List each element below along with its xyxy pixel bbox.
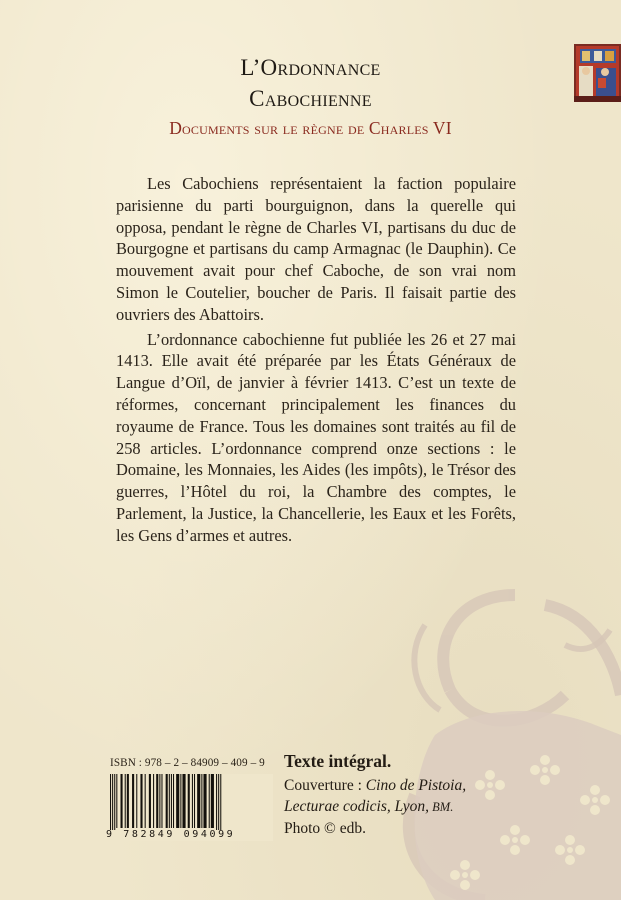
integral-text-note: Texte intégral. xyxy=(284,751,392,771)
barcode-bar xyxy=(121,774,123,828)
cover-credit-line-1 xyxy=(284,775,514,796)
barcode-bar xyxy=(140,774,142,828)
barcode-bar xyxy=(192,774,193,828)
barcode-bar xyxy=(188,774,190,828)
barcode-bar xyxy=(171,774,172,828)
decorative-initial-ornament xyxy=(395,585,621,900)
barcode-bar xyxy=(125,774,126,828)
credits-block xyxy=(284,751,514,839)
barcode-bar xyxy=(201,774,202,828)
barcode-bar xyxy=(153,774,154,828)
barcode-bar xyxy=(203,774,206,828)
barcode-bar xyxy=(166,774,168,828)
photo-credit: Photo © edb. xyxy=(284,820,366,837)
barcode-digits: 9 782849 094099 xyxy=(106,829,236,840)
barcode-bar xyxy=(149,774,151,828)
back-cover-blurb xyxy=(116,173,516,547)
barcode-bar xyxy=(197,774,200,828)
barcode-bar xyxy=(159,774,160,828)
barcode-bar xyxy=(211,774,214,828)
blurb-paragraph: Les Cabochiens représentaient la faction populaire parisienne du parti bourguignon, dans la querelle qui opposa, pendant le règne de Charles VI, partisans du duc de Bourgogne et partisans du camp Armagnac (le Dauphin). Ce mouvement avait pour chef Caboche, de son vrai nom Simon le Coutelier, boucher de Paris. Il faisait partie des ouvriers des Abattoirs. xyxy=(116,174,516,324)
cover-credit-work-2: Lecturae codicis, Lyon, xyxy=(284,798,430,815)
barcode-bar xyxy=(116,774,117,828)
barcode-bar xyxy=(218,774,219,830)
barcode-bar xyxy=(156,774,158,828)
barcode-bar xyxy=(180,774,181,828)
barcode-bar xyxy=(127,774,129,828)
barcode-bar xyxy=(209,774,210,828)
barcode-bar xyxy=(182,774,185,828)
barcode-bars xyxy=(106,774,273,830)
barcode-bar xyxy=(173,774,174,828)
barcode-bar xyxy=(110,774,111,830)
book-title-line-1: L’Ordonnance xyxy=(240,55,381,80)
barcode-bar xyxy=(132,774,134,828)
cover-credit-line-2 xyxy=(284,796,514,818)
barcode-bar xyxy=(136,774,137,828)
blurb-paragraph: L’ordonnance cabochienne fut publiée les 26 et 27 mai 1413. Elle avait été préparée par les États Généraux de Langue d’Oïl, de janvier à février 1413. C’est un texte de réformes, concernant principalement les finances du royaume de France. Tous les domaines sont traités au fil de 258 articles. L’ordonnance comprend onze sections : le Domaine, les Monnaies, les Aides (les impôts), le Trésor des guerres, l’Hôtel du roi, la Chambre des comptes, le Parlement, la Justice, la Chancellerie, les Eaux et les Forêts, les Gens d’armes et autres. xyxy=(116,329,516,545)
cover-credit-library: BM. xyxy=(429,800,454,814)
barcode-bar xyxy=(112,774,113,830)
cover-credit-label: Couverture : xyxy=(284,777,366,794)
cover-credit-work: Cino de Pistoia, xyxy=(365,777,467,794)
book-subtitle: Documents sur le règne de Charles VI xyxy=(169,118,452,138)
barcode-bar xyxy=(161,774,162,828)
book-title-line-2: Cabochienne xyxy=(249,86,372,111)
barcode-bar xyxy=(216,774,217,830)
barcode xyxy=(106,774,273,841)
barcode-bar xyxy=(114,774,115,830)
barcode-bar xyxy=(194,774,195,828)
barcode-bar xyxy=(176,774,179,828)
barcode-bar xyxy=(220,774,221,830)
barcode-bar xyxy=(169,774,170,828)
isbn-label: ISBN : 978 – 2 – 84909 – 409 – 9 xyxy=(110,757,265,769)
barcode-bar xyxy=(145,774,146,828)
